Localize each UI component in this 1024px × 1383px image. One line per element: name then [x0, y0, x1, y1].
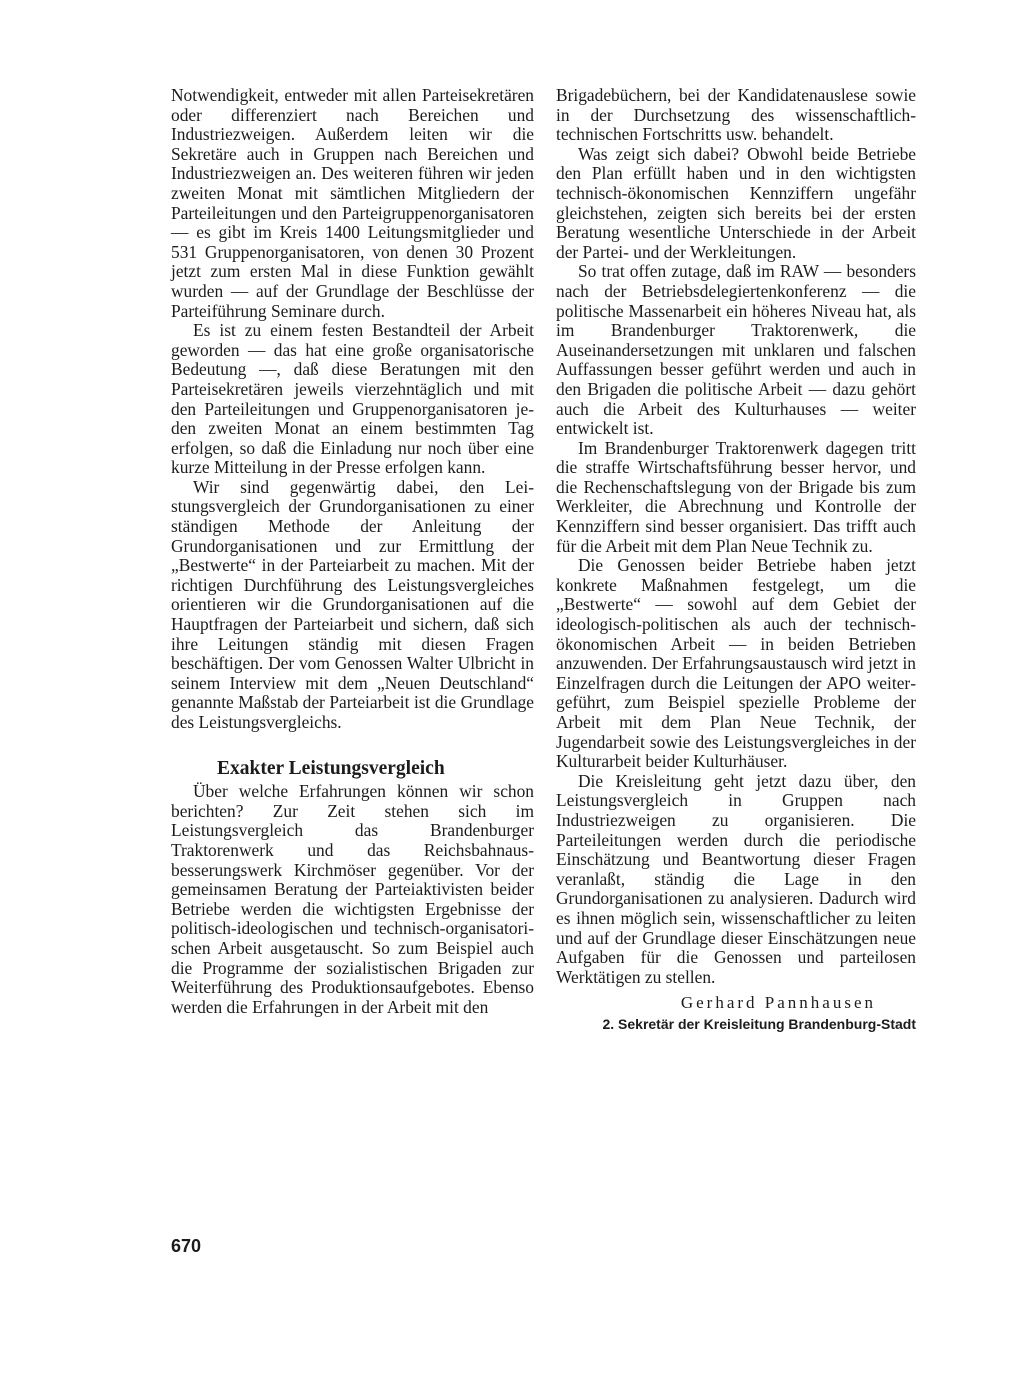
right-column	[556, 86, 916, 1035]
paragraph: Brigadebüchern, bei der Kandidatenauslese sowie in der Durchsetzung des wissenschaftlich-technischen Fortschritts usw. behandelt.	[556, 85, 916, 145]
left-column	[171, 86, 534, 1017]
paragraph: Es ist zu einem festen Bestandteil der Arbeit geworden — das hat eine große organisatorische Bedeutung —, daß diese Beratungen mit den Parteisekretären jeweils vierzehntäglich und mit den Parteileitungen und Gruppenorganisatoren jeden zweiten Monat an einem bestimmten Tag erfolgen, so daß die Einladung nur noch über eine kurze Mitteilung in der Presse erfolgen kann.	[171, 320, 534, 478]
page-number: 670	[171, 1236, 202, 1256]
paragraph: Über welche Erfahrungen können wir schon berichten? Zur Zeit stehen sich im Leistungsvergleich das Brandenburger Traktorenwerk und das Reichsbahnausbesserungswerk Kirchmöser gegenüber. Vor der gemeinsamen Beratung der Parteiaktivisten beider Betriebe werden die wichtigsten Ergebnisse der politisch-ideologischen und technisch-organisatorischen Arbeit ausgetauscht. So zum Beispiel auch die Programme der sozialistischen Brigaden zur Weiterführung des Produktionsaufgebotes. Ebenso werden die Erfahrungen in der Arbeit mit den	[171, 781, 534, 1017]
paragraph: Notwendigkeit, entweder mit allen Parteisekretären oder differenziert nach Bereichen und Industriezweigen. Außerdem leiten wir die Sekretäre auch in Gruppen nach Bereichen und Industriezweigen an. Des weiteren führen wir jeden zweiten Monat mit sämtlichen Mitgliedern der Parteileitungen und den Parteigruppenorganisatoren — es gibt im Kreis 1400 Leitungsmitglieder und 531 Gruppenorganisatoren, von denen 30 Prozent jetzt zum ersten Mal in diese Funktion gewählt wurden — auf der Grundlage der Beschlüsse der Parteiführung Seminare durch.	[171, 85, 534, 321]
paragraph: Im Brandenburger Traktorenwerk dagegen tritt die straffe Wirtschaftsführung besser hervor, und die Rechenschaftslegung von der Brigade bis zum Werkleiter, die Abrechnung und Kontrolle der Kennziffern sind besser organisiert. Das trifft auch für die Arbeit mit dem Plan Neue Technik zu.	[556, 437, 916, 556]
author-role: 2. Sekretär der Kreisleitung Brandenburg-Stadt	[602, 1015, 916, 1032]
paragraph: Wir sind gegenwärtig dabei, den Leistungsvergleich der Grundorganisationen zu einer ständigen Methode der Anleitung der Grundorganisationen und zur Ermittlung der „Bestwerte“ in der Parteiarbeit zu machen. Mit der richtigen Durchführung des Leistungsvergleiches orientieren wir die Grundorganisationen auf die Hauptfragen der Parteiarbeit und sichern, daß sich ihre Leitungen ständig mit diesen Fragen beschäftigen. Der vom Genossen Walter Ulbricht in seinem Interview mit dem „Neuen Deutschland“ genannte Maßstab der Parteiarbeit ist die Grundlage des Leistungsvergleichs.	[171, 476, 534, 732]
section-heading: Exakter Leistungsvergleich	[217, 757, 445, 779]
paragraph: Was zeigt sich dabei? Obwohl beide Betriebe den Plan erfüllt haben und in den wichtigsten technisch-ökonomischen Kennziffern ungefähr gleichstehen, zeigten sich bereits bei der ersten Beratung wesentliche Unterschiede in der Arbeit der Partei- und der Werkleitungen.	[556, 143, 916, 262]
paragraph: Die Genossen beider Betriebe haben jetzt konkrete Maßnahmen festgelegt, um die „Bestwerte“ — sowohl auf dem Gebiet der ideologisch-politischen als auch der technisch-ökonomischen Arbeit — in beiden Betrieben anzuwenden. Der Erfahrungsaustausch wird jetzt in Einzelfragen durch die Leitungen der APO weitergeführt, zum Beispiel spezielle Probleme der Arbeit mit dem Plan Neue Technik, der Jugendarbeit sowie des Leistungsvergleiches in der Kulturarbeit beider Kulturhäuser.	[556, 555, 916, 772]
paragraph: So trat offen zutage, daß im RAW — besonders nach der Betriebsdelegiertenkonferenz — die politische Massenarbeit ein höheres Niveau hat, als im Brandenburger Traktorenwerk, die Auseinandersetzungen mit unklaren und falschen Auffassungen besser geführt werden und auch in den Brigaden die politische Arbeit — dazu gehört auch die Arbeit des Kulturhauses — weiter entwickelt ist.	[556, 261, 916, 439]
author-name: Gerhard Pannhausen	[680, 993, 876, 1013]
paragraph: Die Kreisleitung geht jetzt dazu über, den Leistungsvergleich in Gruppen nach Industriezweigen zu organisieren. Die Parteileitungen werden durch die periodische Einschätzung und Beantwortung dieser Fragen veranlaßt, ständig die Lage in den Grundorganisationen zu analysieren. Dadurch wird es ihnen möglich sein, wissenschaftlicher zu leiten und auf der Grundlage dieser Einschätzungen neue Aufgaben für die Genossen und parteilosen Werktätigen zu stellen.	[556, 770, 916, 987]
